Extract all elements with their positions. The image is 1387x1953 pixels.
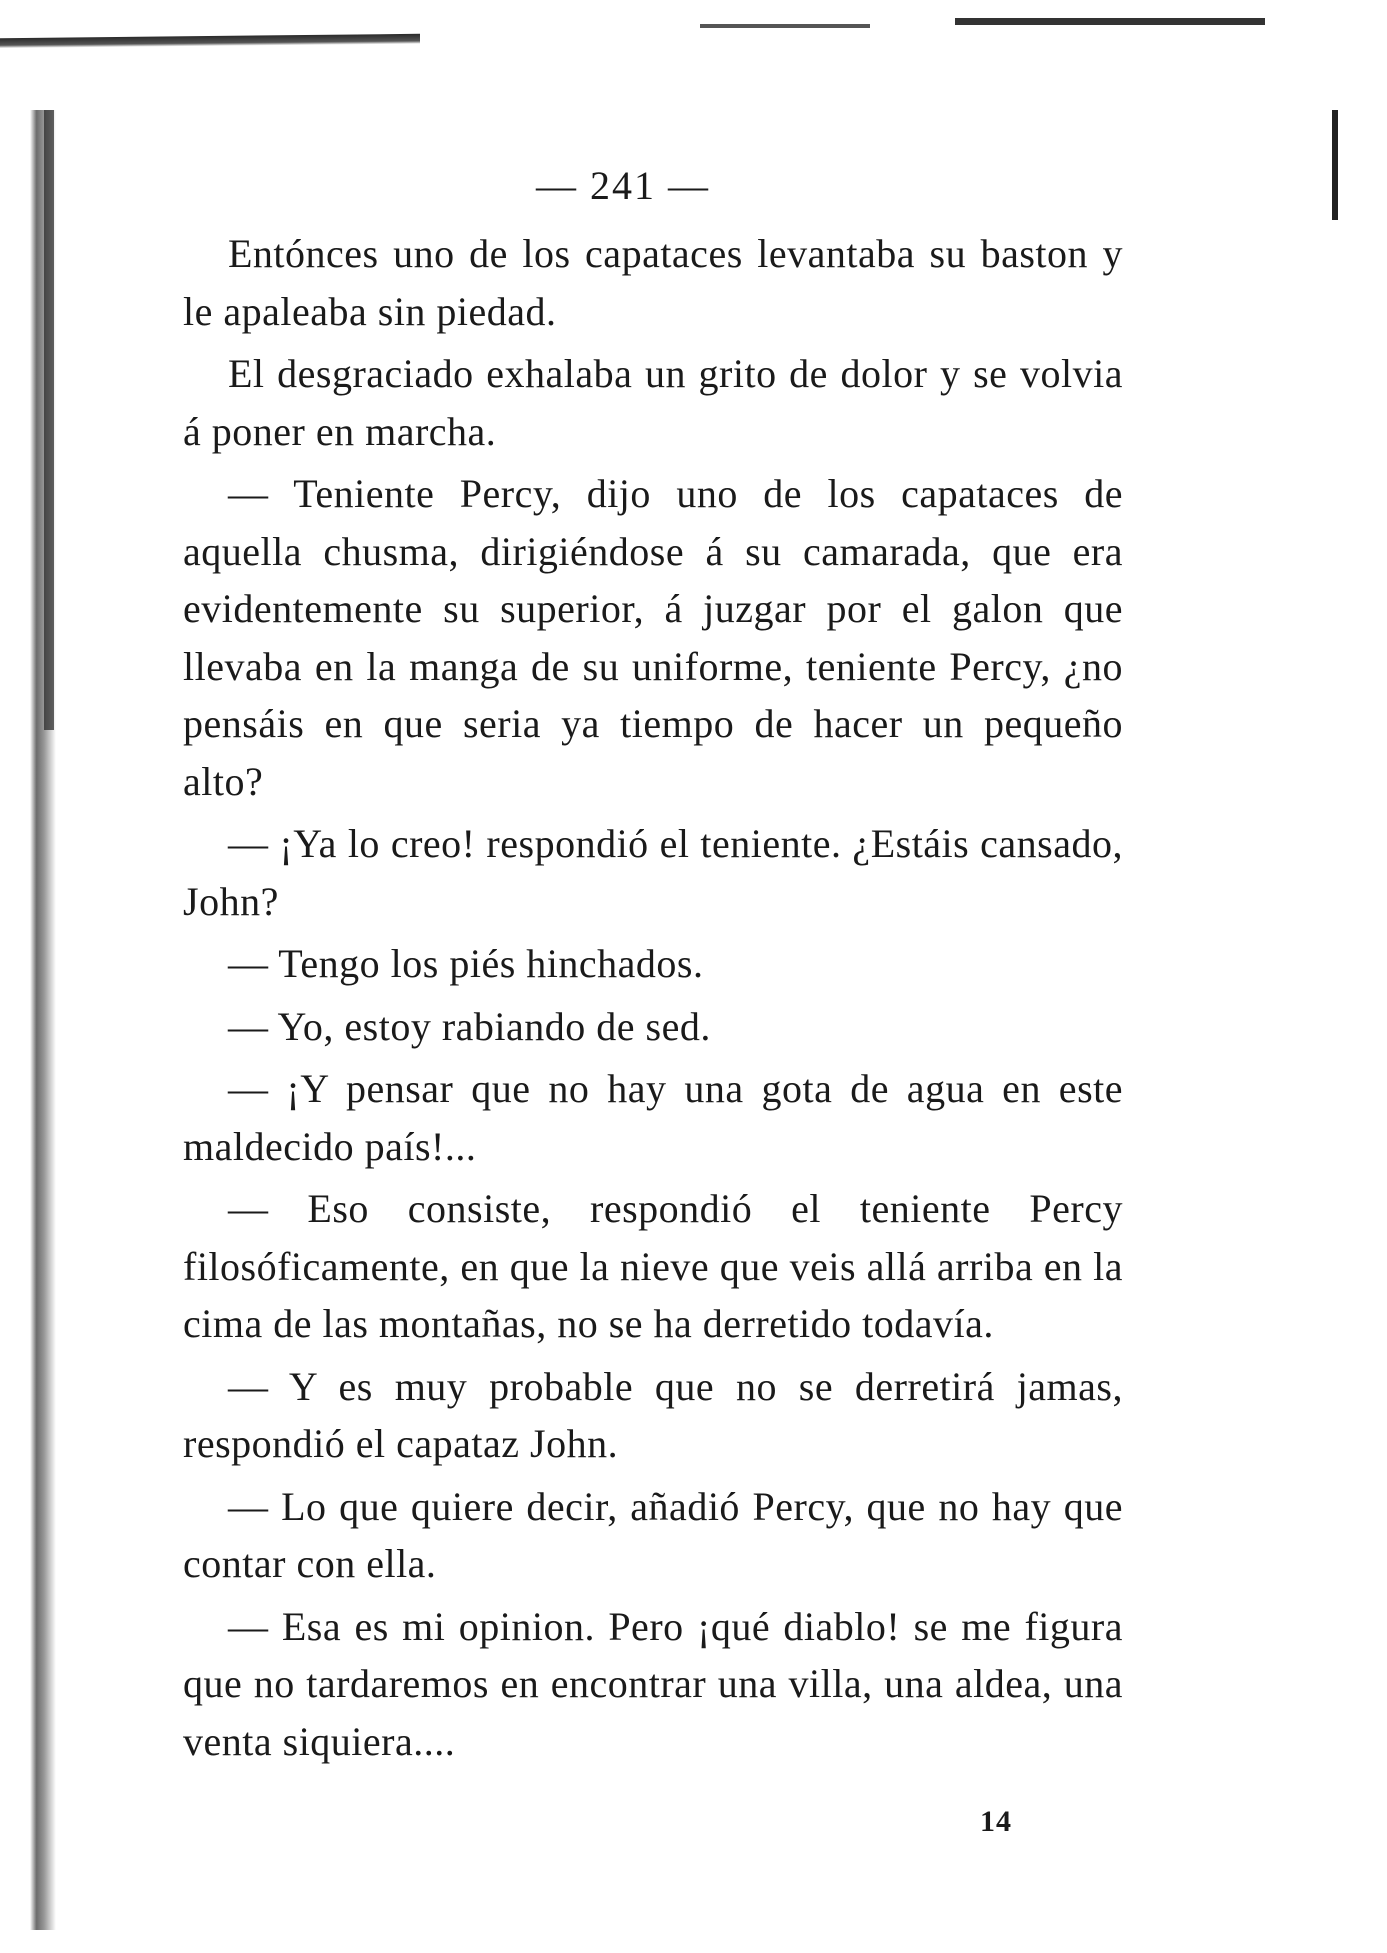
paragraph-10: — Lo que quiere decir, añadió Percy, que no hay que contar con ella. (183, 1483, 1123, 1586)
scan-edge-left-dark (44, 110, 54, 730)
paragraph-11: — Esa es mi opinion. Pero ¡qué diablo! se me figura que no tardaremos en encontrar una villa, una aldea, una venta siquiera.... (183, 1603, 1123, 1764)
paragraph-2: El desgraciado exhalaba un grito de dolor y se volvia á poner en marcha. (183, 351, 1123, 454)
paragraph-1: Entónces uno de los capataces levantaba su baston y le apaleaba sin piedad. (183, 231, 1123, 334)
paragraph-9: — Y es muy probable que no se derretirá jamas, respondió el capataz John. (183, 1363, 1123, 1466)
paragraph-8: — Eso consiste, respondió el teniente Percy filosóficamente, en que la nieve que veis allá arriba en la cima de las montañas, no se ha derretido todavía. (183, 1186, 1123, 1346)
paragraph-3: — Teniente Percy, dijo uno de los capataces de aquella chusma, dirigiéndose á su camarada, que era evidentemente su superior, á juzgar por el galon que llevaba en la manga de su uniforme, teniente Percy, ¿no pensáis en que seria ya tiempo de hacer un pequeño alto? (183, 471, 1123, 804)
scan-edge-right-mark (1332, 110, 1338, 220)
paragraph-7: — ¡Y pensar que no hay una gota de agua en este maldecido país!... (183, 1066, 1123, 1169)
printer-signature-mark: 14 (980, 1805, 1012, 1838)
paragraph-5: — Tengo los piés hinchados. (228, 941, 704, 986)
paragraph-6: — Yo, estoy rabiando de sed. (228, 1003, 711, 1049)
page-number-header: — 241 — (536, 163, 710, 208)
scan-edge-top-left (0, 34, 420, 48)
scan-edge-top-right (955, 18, 1265, 25)
paragraph-4: — ¡Ya lo creo! respondió el teniente. ¿Estáis cansado, John? (183, 821, 1123, 924)
scan-edge-top-mid (700, 24, 870, 28)
book-page (183, 162, 1123, 1775)
